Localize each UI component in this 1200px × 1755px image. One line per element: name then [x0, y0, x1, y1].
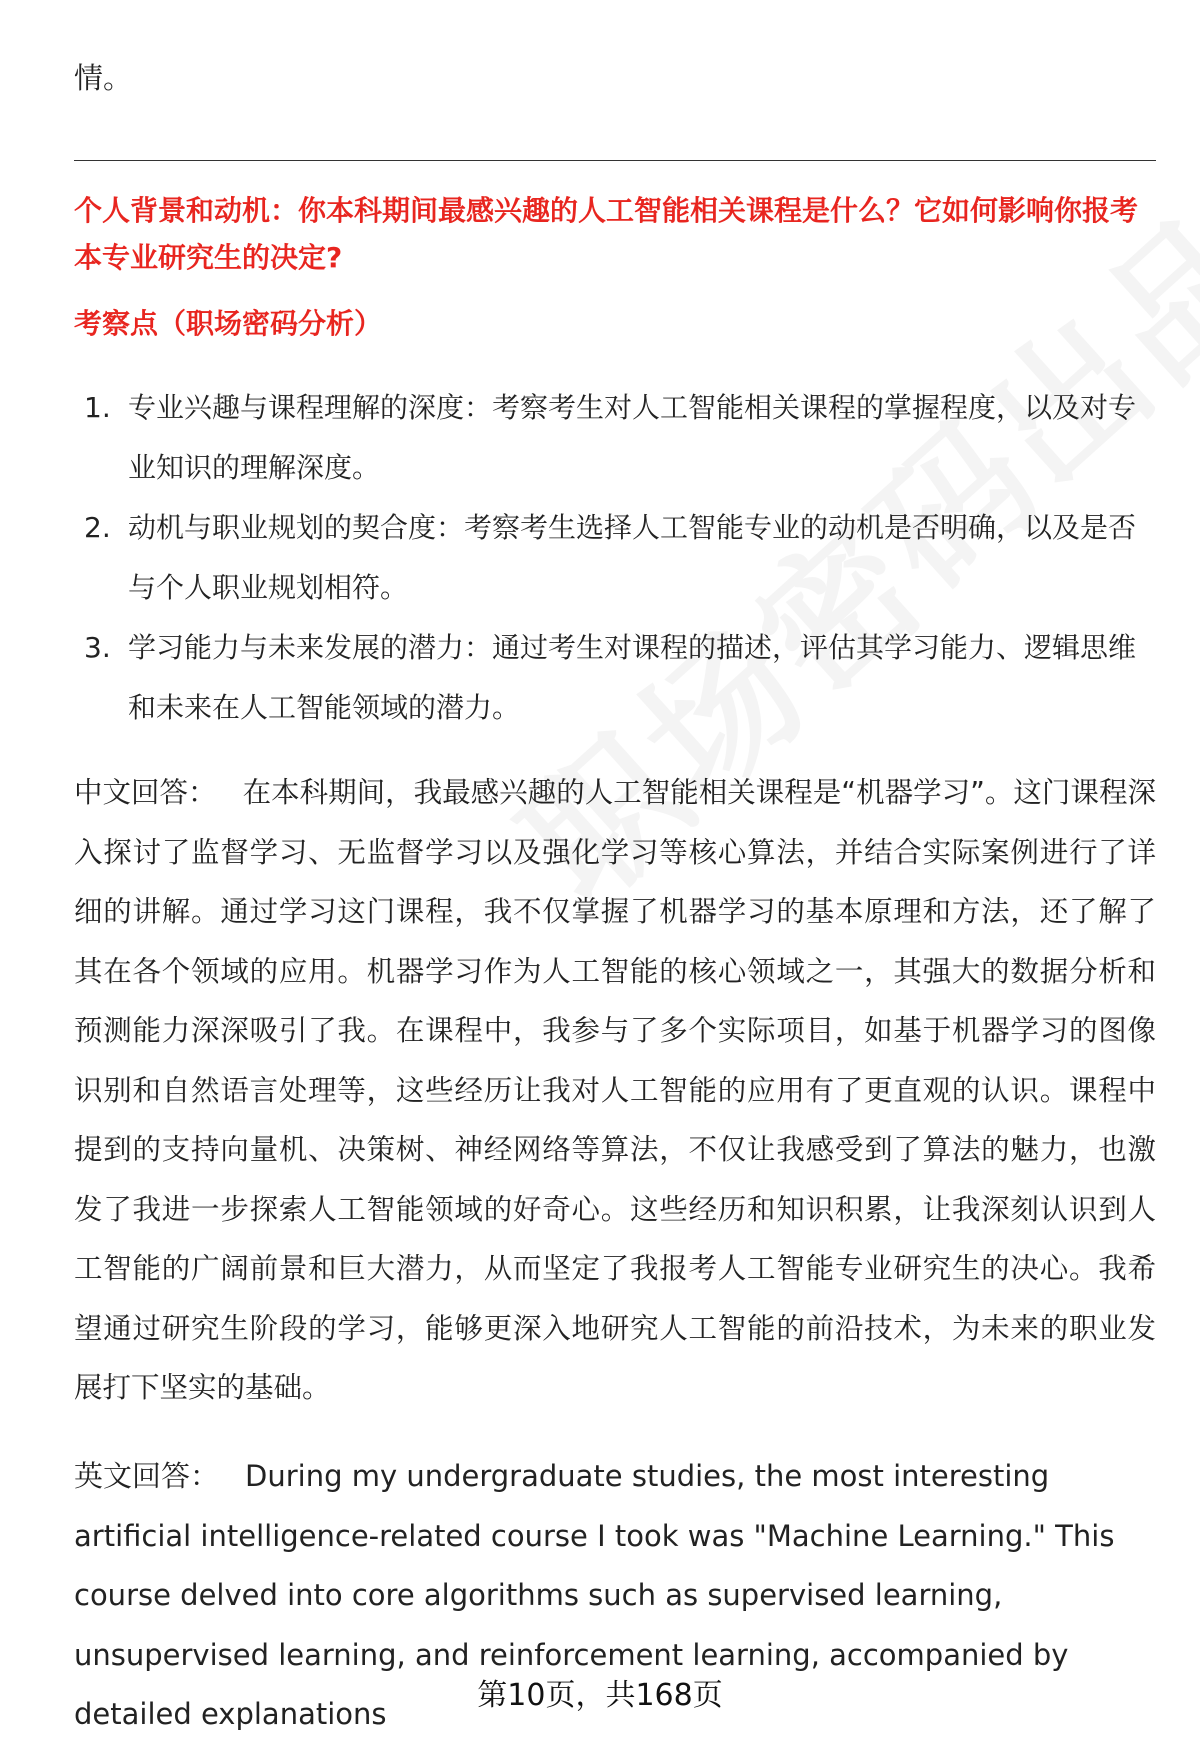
list-item-text: 动机与职业规划的契合度：考察考生选择人工智能专业的动机是否明确，以及是否与个人职业规划相符。	[128, 511, 1137, 604]
list-item-text: 学习能力与未来发展的潜力：通过考生对课程的描述，评估其学习能力、逻辑思维和未来在人工智能领域的潜力。	[128, 631, 1137, 724]
list-item-number: 2.	[84, 511, 111, 544]
list-item	[74, 378, 1160, 498]
list-item	[74, 618, 1160, 738]
list-item-text: 专业兴趣与课程理解的深度：考察考生对人工智能相关课程的掌握程度，以及对专业知识的理解深度。	[128, 391, 1137, 484]
exam-points-heading: 考察点（职场密码分析）	[74, 307, 383, 340]
chinese-answer	[74, 763, 1156, 1418]
page-footer: 第10页，共168页	[477, 1678, 723, 1713]
chinese-answer-label: 中文回答：	[74, 776, 217, 809]
carryover-text: 情。	[74, 61, 133, 95]
question-heading: 个人背景和动机：你本科期间最感兴趣的人工智能相关课程是什么？它如何影响你报考本专业研究生的决定?	[74, 194, 1139, 274]
exam-points-list	[74, 378, 1160, 738]
list-item-number: 1.	[84, 391, 111, 424]
english-answer-text: During my undergraduate studies, the most interesting artificial intelligence-related course I took was "Machine Learning." This course delved into core algorithms such as supervised learning, unsupervised learning, and reinforcement learning, accompanied by detailed explanations	[74, 1459, 1115, 1731]
english-answer-label: 英文回答：	[74, 1459, 220, 1493]
chinese-answer-text: 在本科期间，我最感兴趣的人工智能相关课程是“机器学习”。这门课程深入探讨了监督学习、无监督学习以及强化学习等核心算法，并结合实际案例进行了详细的讲解。通过学习这门课程，我不仅掌握了机器学习的基本原理和方法，还了解了其在各个领域的应用。机器学习作为人工智能的核心领域之一，其强大的数据分析和预测能力深深吸引了我。在课程中，我参与了多个实际项目，如基于机器学习的图像识别和自然语言处理等，这些经历让我对人工智能的应用有了更直观的认识。课程中提到的支持向量机、决策树、神经网络等算法，不仅让我感受到了算法的魅力，也激发了我进一步探索人工智能领域的好奇心。这些经历和知识积累，让我深刻认识到人工智能的广阔前景和巨大潜力，从而坚定了我报考人工智能专业研究生的决心。我希望通过研究生阶段的学习，能够更深入地研究人工智能的前沿技术，为未来的职业发展打下坚实的基础。	[74, 776, 1156, 1404]
list-item	[74, 498, 1160, 618]
list-item-number: 3.	[84, 631, 111, 664]
section-divider	[74, 160, 1156, 161]
